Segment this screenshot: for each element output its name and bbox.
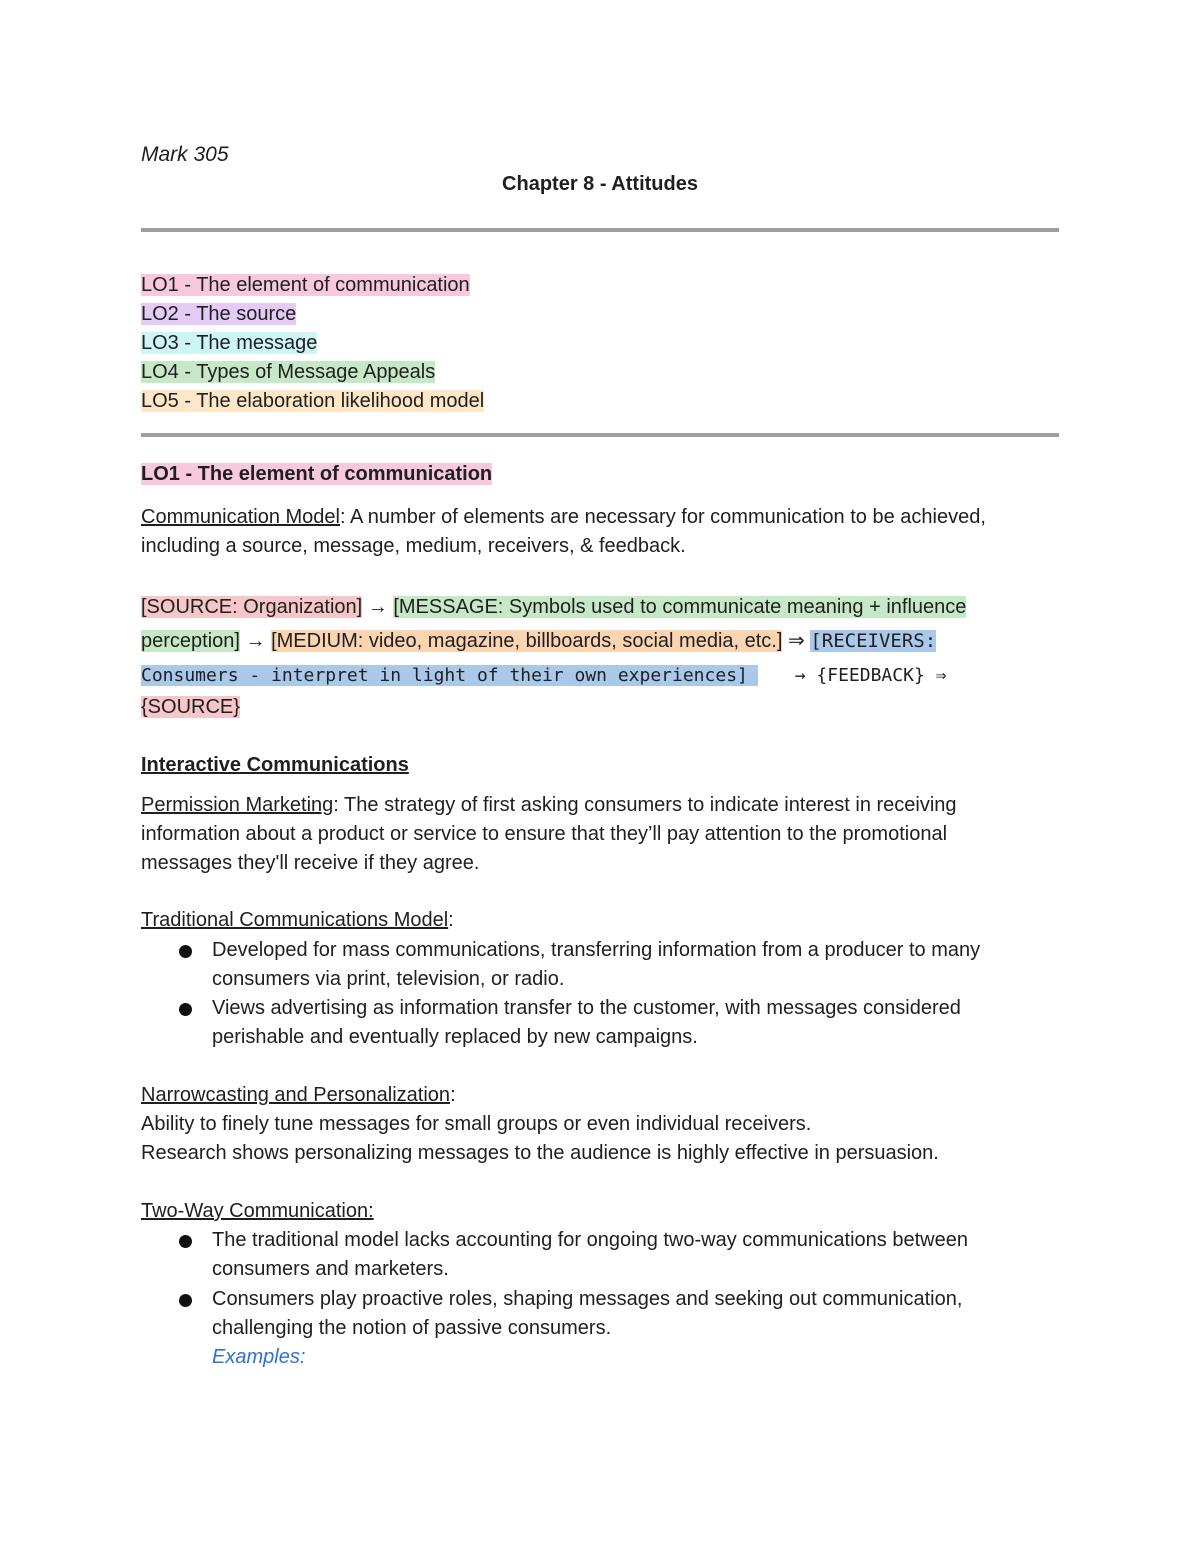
divider-top bbox=[141, 228, 1059, 232]
toc-label: LO5 - The elaboration likelihood model bbox=[141, 390, 485, 412]
flow-line1 bbox=[141, 593, 966, 622]
narrowcasting-heading bbox=[141, 1081, 456, 1110]
bullet-icon bbox=[179, 1003, 192, 1016]
colon: : bbox=[448, 909, 454, 931]
section-heading-label: LO1 - The element of communication bbox=[141, 463, 493, 485]
permission-term: Permission Marketing bbox=[141, 794, 334, 816]
comm-model-def: : A number of elements are necessary for communication to be achieved, bbox=[339, 506, 986, 528]
toc-item-lo3[interactable] bbox=[141, 329, 317, 358]
toc-label: LO3 - The message bbox=[141, 332, 318, 354]
traditional-term: Traditional Communications Model bbox=[141, 909, 449, 931]
two-way-heading: Two-Way Communication: bbox=[141, 1200, 374, 1222]
flow-source: [SOURCE: Organization] bbox=[141, 596, 363, 618]
narrowcasting-line2: Research shows personalizing messages to the audience is highly effective in persuasion. bbox=[141, 1142, 939, 1164]
comm-model-line1 bbox=[141, 503, 986, 532]
toc-label: LO4 - Types of Message Appeals bbox=[141, 361, 436, 383]
two-way-bullet-2-line1: Consumers play proactive roles, shaping messages and seeking out communication, bbox=[212, 1288, 963, 1310]
narrowcasting-term: Narrowcasting and Personalization bbox=[141, 1084, 451, 1106]
permission-line2: information about a product or service to ensure that they’ll pay attention to the promotional bbox=[141, 823, 948, 845]
section-heading bbox=[141, 460, 492, 489]
divider-bottom bbox=[141, 433, 1059, 437]
flow-line2 bbox=[141, 627, 936, 656]
flow-receivers: [RECEIVERS: bbox=[810, 630, 937, 652]
flow-message: [MESSAGE: Symbols used to communicate meaning + influence bbox=[393, 596, 967, 618]
traditional-bullet-2-line1: Views advertising as information transfer to the customer, with messages considered bbox=[212, 997, 961, 1019]
permission-def: : The strategy of first asking consumers to indicate interest in receiving bbox=[333, 794, 957, 816]
examples-label: Examples: bbox=[212, 1346, 306, 1368]
bullet-icon bbox=[179, 1235, 192, 1248]
flow-line3 bbox=[141, 661, 946, 690]
double-arrow-icon: ⇒ bbox=[787, 630, 805, 652]
bullet-icon bbox=[179, 1294, 192, 1307]
arrow-icon: → bbox=[367, 596, 388, 618]
flow-message-cont: perception] bbox=[141, 630, 240, 652]
two-way-bullet-2-line2: challenging the notion of passive consumers. bbox=[212, 1317, 612, 1339]
permission-line3: messages they'll receive if they agree. bbox=[141, 852, 480, 874]
toc-item-lo4[interactable] bbox=[141, 358, 435, 387]
toc-item-lo1[interactable] bbox=[141, 271, 470, 300]
interactive-heading: Interactive Communications bbox=[141, 754, 409, 776]
arrow-icon: → bbox=[245, 630, 266, 652]
chapter-title: Chapter 8 - Attitudes bbox=[502, 173, 698, 195]
toc-label: LO2 - The source bbox=[141, 303, 297, 325]
comm-model-line2: including a source, message, medium, receivers, & feedback. bbox=[141, 535, 686, 557]
toc-item-lo5[interactable] bbox=[141, 387, 484, 416]
traditional-bullet-1-line1: Developed for mass communications, transferring information from a producer to many bbox=[212, 939, 981, 961]
toc-label: LO1 - The element of communication bbox=[141, 274, 470, 296]
arrow-icon: → bbox=[794, 665, 806, 686]
colon: : bbox=[450, 1084, 456, 1106]
comm-model-term: Communication Model bbox=[141, 506, 340, 528]
toc-item-lo2[interactable] bbox=[141, 300, 296, 329]
flow-source-end: {SOURCE} bbox=[141, 696, 240, 718]
flow-medium: [MEDIUM: video, magazine, billboards, social media, etc.] bbox=[271, 630, 783, 652]
narrowcasting-line1: Ability to finely tune messages for small groups or even individual receivers. bbox=[141, 1113, 812, 1135]
double-arrow-icon: ⇒ bbox=[935, 665, 947, 686]
course-code: Mark 305 bbox=[141, 143, 229, 166]
traditional-bullet-2-line2: perishable and eventually replaced by new campaigns. bbox=[212, 1026, 698, 1048]
two-way-bullet-1-line2: consumers and marketers. bbox=[212, 1258, 449, 1280]
flow-receivers-cont: Consumers - interpret in light of their own experiences] bbox=[141, 665, 758, 686]
flow-feedback: {FEEDBACK} bbox=[816, 665, 925, 686]
bullet-icon bbox=[179, 945, 192, 958]
flow-line4 bbox=[141, 693, 240, 722]
traditional-bullet-1-line2: consumers via print, television, or radio. bbox=[212, 968, 565, 990]
traditional-heading bbox=[141, 906, 454, 935]
permission-line1 bbox=[141, 791, 957, 820]
two-way-bullet-1-line1: The traditional model lacks accounting for ongoing two-way communications between bbox=[212, 1229, 968, 1251]
